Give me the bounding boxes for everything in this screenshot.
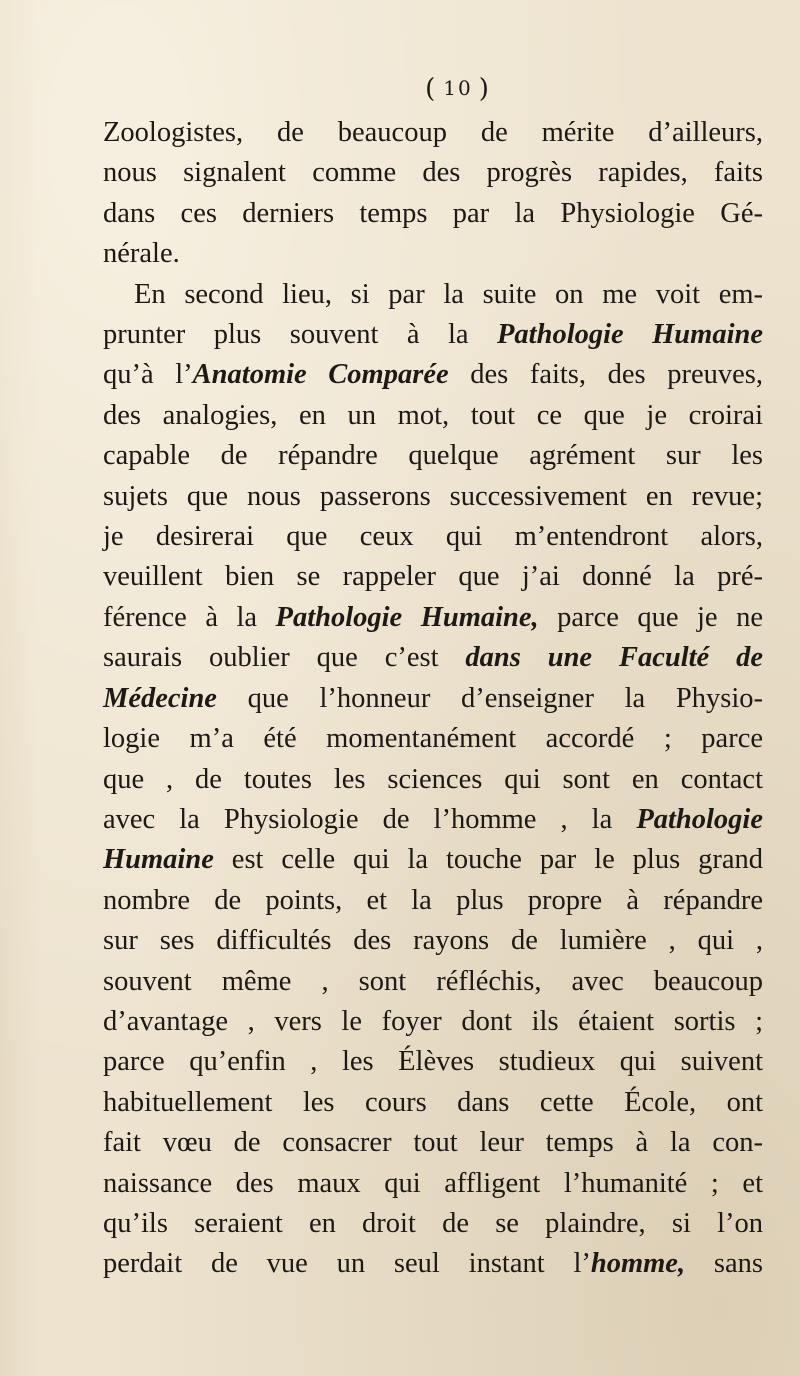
text-line [103, 113, 763, 153]
text-run: Zoologistes, de beaucoup de mérite d’ailleurs, [103, 117, 763, 148]
text-line [103, 679, 763, 719]
folio-open-paren: ( [425, 74, 438, 104]
text-line [103, 1002, 763, 1042]
text-run: perdait de vue un seul instant l’ [103, 1248, 591, 1280]
text-line [103, 396, 763, 436]
text-run: des analogies, en un mot, tout ce que je croirai [103, 399, 763, 431]
italic-phrase: homme, [590, 1248, 686, 1280]
body-text [103, 113, 793, 1285]
text-line [103, 557, 763, 597]
text-line [103, 719, 763, 759]
text-line [103, 1204, 763, 1244]
text-line [103, 1164, 763, 1204]
text-run: qu’à l’ [103, 359, 193, 391]
text-line [103, 1244, 763, 1284]
text-run: logie m’a été momentanément accordé ; parce [103, 723, 763, 755]
text-run: naissance des maux qui affligent l’humanité ; et [103, 1167, 763, 1199]
italic-phrase: Médecine [103, 682, 217, 714]
text-line [103, 234, 763, 274]
text-run: férence à la [103, 601, 276, 633]
text-line [103, 962, 763, 1002]
text-run: parce que je ne [538, 601, 763, 633]
italic-phrase: dans une Faculté de [465, 642, 763, 674]
text-run: capable de répandre quelque agrément sur les [103, 440, 763, 472]
italic-phrase: Humaine [103, 844, 214, 876]
page-number [103, 66, 793, 111]
text-line [103, 275, 763, 315]
text-line [103, 194, 763, 234]
text-line [103, 1042, 763, 1082]
text-line [103, 1123, 763, 1163]
text-line [103, 517, 763, 557]
text-run: est celle qui la touche par le plus grand [213, 844, 763, 876]
text-line [103, 153, 763, 193]
text-run: sans [685, 1248, 763, 1280]
folio-close-paren: ) [478, 74, 491, 104]
text-line [103, 1083, 763, 1123]
text-line [103, 598, 763, 638]
text-line [103, 477, 763, 517]
text-line [103, 760, 763, 800]
text-line [103, 355, 763, 395]
text-line [103, 315, 763, 355]
text-run: habituellement les cours dans cette École, ont [103, 1086, 763, 1118]
text-run: que , de toutes les sciences qui sont en contact [103, 763, 763, 795]
text-line [103, 881, 763, 921]
text-run: fait vœu de consacrer tout leur temps à la con- [103, 1127, 763, 1159]
text-run: nombre de points, et la plus propre à répandre [103, 884, 763, 916]
text-run: sujets que nous passerons successivement en revue; [103, 480, 763, 512]
italic-phrase: Pathologie Humaine, [275, 601, 539, 633]
text-line [103, 921, 763, 961]
text-line [103, 840, 763, 880]
text-run: je desirerai que ceux qui m’entendront alors, [103, 521, 763, 553]
text-run: saurais oublier que c’est [103, 642, 466, 674]
text-run: dans ces derniers temps par la Physiologie Gé- [103, 197, 763, 229]
text-run: prunter plus souvent à la [103, 319, 498, 351]
text-run: des faits, des preuves, [448, 359, 763, 391]
text-run: que l’honneur d’enseigner la Physio- [216, 682, 763, 714]
italic-phrase: Pathologie Humaine [497, 319, 763, 351]
page-number-value: 10 [443, 76, 473, 100]
italic-phrase: Pathologie [636, 803, 763, 835]
text-run: En second lieu, si par la suite on me voit em- [134, 278, 763, 310]
italic-phrase: Anatomie Comparée [192, 359, 449, 391]
text-run: qu’ils seraient en droit de se plaindre, si l’on [103, 1207, 763, 1239]
text-run: veuillent bien se rappeler que j’ai donné la pré- [103, 561, 763, 593]
text-run: d’avantage , vers le foyer dont ils étaient sortis ; [103, 1005, 763, 1037]
text-line [103, 800, 763, 840]
text-run: nérale. [103, 238, 180, 270]
text-run: parce qu’enfin , les Élèves studieux qui suivent [103, 1046, 763, 1078]
text-run: nous signalent comme des progrès rapides, faits [103, 157, 763, 189]
text-run: avec la Physiologie de l’homme , la [103, 803, 637, 835]
text-run: souvent même , sont réfléchis, avec beaucoup [103, 965, 763, 997]
text-line [103, 436, 763, 476]
text-run: sur ses difficultés des rayons de lumière , qui , [103, 925, 763, 957]
book-page [103, 66, 793, 1285]
text-line [103, 638, 763, 678]
